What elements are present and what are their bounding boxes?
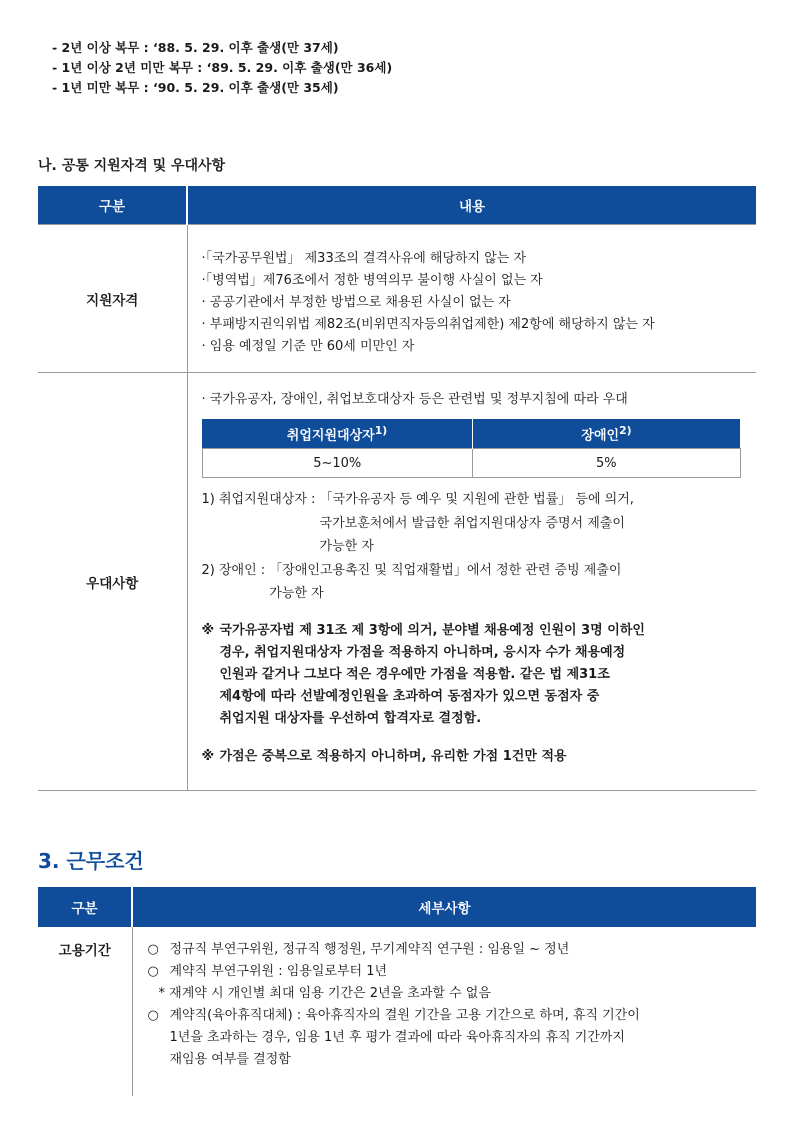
qualification-item: ·「국가공무원법」 제33조의 결격사유에 해당하지 않는 자 (201, 250, 527, 266)
reference-mark-icon: ※ (201, 748, 215, 764)
employment-note: * 재계약 시 개인별 최대 임용 기간은 2년을 초과할 수 없음 (158, 986, 491, 1001)
employment-item: ○ 계약직(육아휴직대체) : 육아휴직자의 결원 기간을 고용 기간으로 하며, 휴직 기간이 1년을 초과하는 경우, 임용 1년 후 평가 결과에 따라 육아휴직자의 휴직 기간까지 재임용 여부를 결정함 (148, 1005, 757, 1071)
qualification-item: · 임용 예정일 기준 만 60세 미만인 자 (201, 338, 415, 354)
footnote-line: 가능한 자 (319, 539, 374, 555)
note-line: 경우, 취업지원대상자 가점을 적용하지 아니하며, 응시자 수가 채용예정 (219, 644, 626, 660)
header-details: 세부사항 (132, 887, 756, 927)
footnote-line: 「국가유공자 등 예우 및 지원에 관한 법률」 등에 의거, (319, 492, 634, 508)
preference-notes (202, 620, 743, 768)
header-category: 구분 (38, 186, 187, 225)
section-title: 나. 공통 지원자격 및 우대사항 (38, 158, 226, 174)
footnote-line: 「장애인고용촉진 및 직업재활법」에서 정한 관련 증빙 제출이 (269, 562, 622, 578)
header-category: 구분 (38, 887, 132, 927)
section3-title: 3. 근무조건 (38, 849, 144, 873)
note-line: 인원과 같거나 그보다 적은 경우에만 가점을 적용함. 같은 법 제31조 (219, 666, 610, 682)
circle-bullet-icon: ○ (147, 942, 159, 957)
rate-header-disabled: 장애인$^{2)}$ (473, 419, 741, 449)
circle-bullet-icon: ○ (147, 964, 159, 979)
footnote-label: 1) 취업지원대상자 : (201, 492, 320, 508)
footnotes (202, 488, 743, 606)
preference-rate-table (202, 419, 741, 478)
service-line: - 1년 미만 복무 : ‘90. 5. 29. 이후 출생(만 35세) (52, 80, 339, 95)
service-line: - 2년 이상 복무 : ‘88. 5. 29. 이후 출생(만 37세) (52, 40, 339, 55)
footnote-ref: 1) (374, 424, 388, 438)
employment-period-content (132, 927, 756, 1096)
footnote (202, 488, 743, 559)
qualification-label: 지원자격 (38, 225, 187, 373)
work-conditions-table (38, 887, 756, 1096)
employment-period-label: 고용기간 (38, 927, 132, 1096)
qualification-table (38, 186, 756, 791)
footnote-label: 2) 장애인 : (201, 562, 270, 578)
preference-label: 우대사항 (38, 373, 187, 791)
employment-item: ○ 계약직 부연구위원 : 임용일로부터 1년 (148, 961, 757, 983)
footnote-ref: 2) (619, 424, 632, 438)
footnote-line: 가능한 자 (269, 586, 324, 602)
qualification-item: · 공공기관에서 부정한 방법으로 채용된 사실이 없는 자 (201, 294, 511, 310)
rate-value-veterans: 5~10% (202, 449, 473, 478)
service-line: - 1년 이상 2년 미만 복무 : ‘89. 5. 29. 이후 출생(만 36세) (52, 60, 393, 75)
rate-value-disabled: 5% (473, 449, 741, 478)
rate-header-veterans: 취업지원대상자$^{1)}$ (202, 419, 473, 449)
footnote-line: 국가보훈처에서 발급한 취업지원대상자 증명서 제출이 (319, 515, 625, 531)
qualification-item: ·「병역법」제76조에서 정한 병역의무 불이행 사실이 없는 자 (201, 272, 543, 288)
note-veterans-rule (202, 620, 743, 730)
note-line: 국가유공자법 제 31조 제 3항에 의거, 분야별 채용예정 인원이 3명 이하인 (219, 622, 645, 638)
note-line: 취업지원 대상자를 우선하여 합격자로 결정함. (219, 710, 482, 726)
note-line: 가점은 중복으로 적용하지 아니하며, 유리한 가점 1건만 적용 (219, 748, 567, 764)
qualification-content (187, 225, 756, 373)
note-line: 제4항에 따라 선발예정인원을 초과하여 동점자가 있으면 동점자 중 (219, 688, 600, 704)
preference-intro: · 국가유공자, 장애인, 취업보호대상자 등은 관련법 및 정부지침에 따라 우대 (201, 392, 628, 408)
header-content: 내용 (187, 186, 756, 225)
footnote (202, 559, 743, 606)
note-duplicate-points (202, 746, 743, 768)
service-requirements (52, 38, 392, 98)
circle-bullet-icon: ○ (147, 1008, 159, 1023)
qualification-item: · 부패방지권익위법 제82조(비위면직자등의취업제한) 제2항에 해당하지 않는 자 (201, 316, 655, 332)
employment-item: ○ 정규직 부연구위원, 정규직 행정원, 무기계약직 연구원 : 임용일 ~ 정년 (148, 939, 757, 961)
reference-mark-icon: ※ (201, 622, 215, 638)
preference-content (187, 373, 756, 791)
